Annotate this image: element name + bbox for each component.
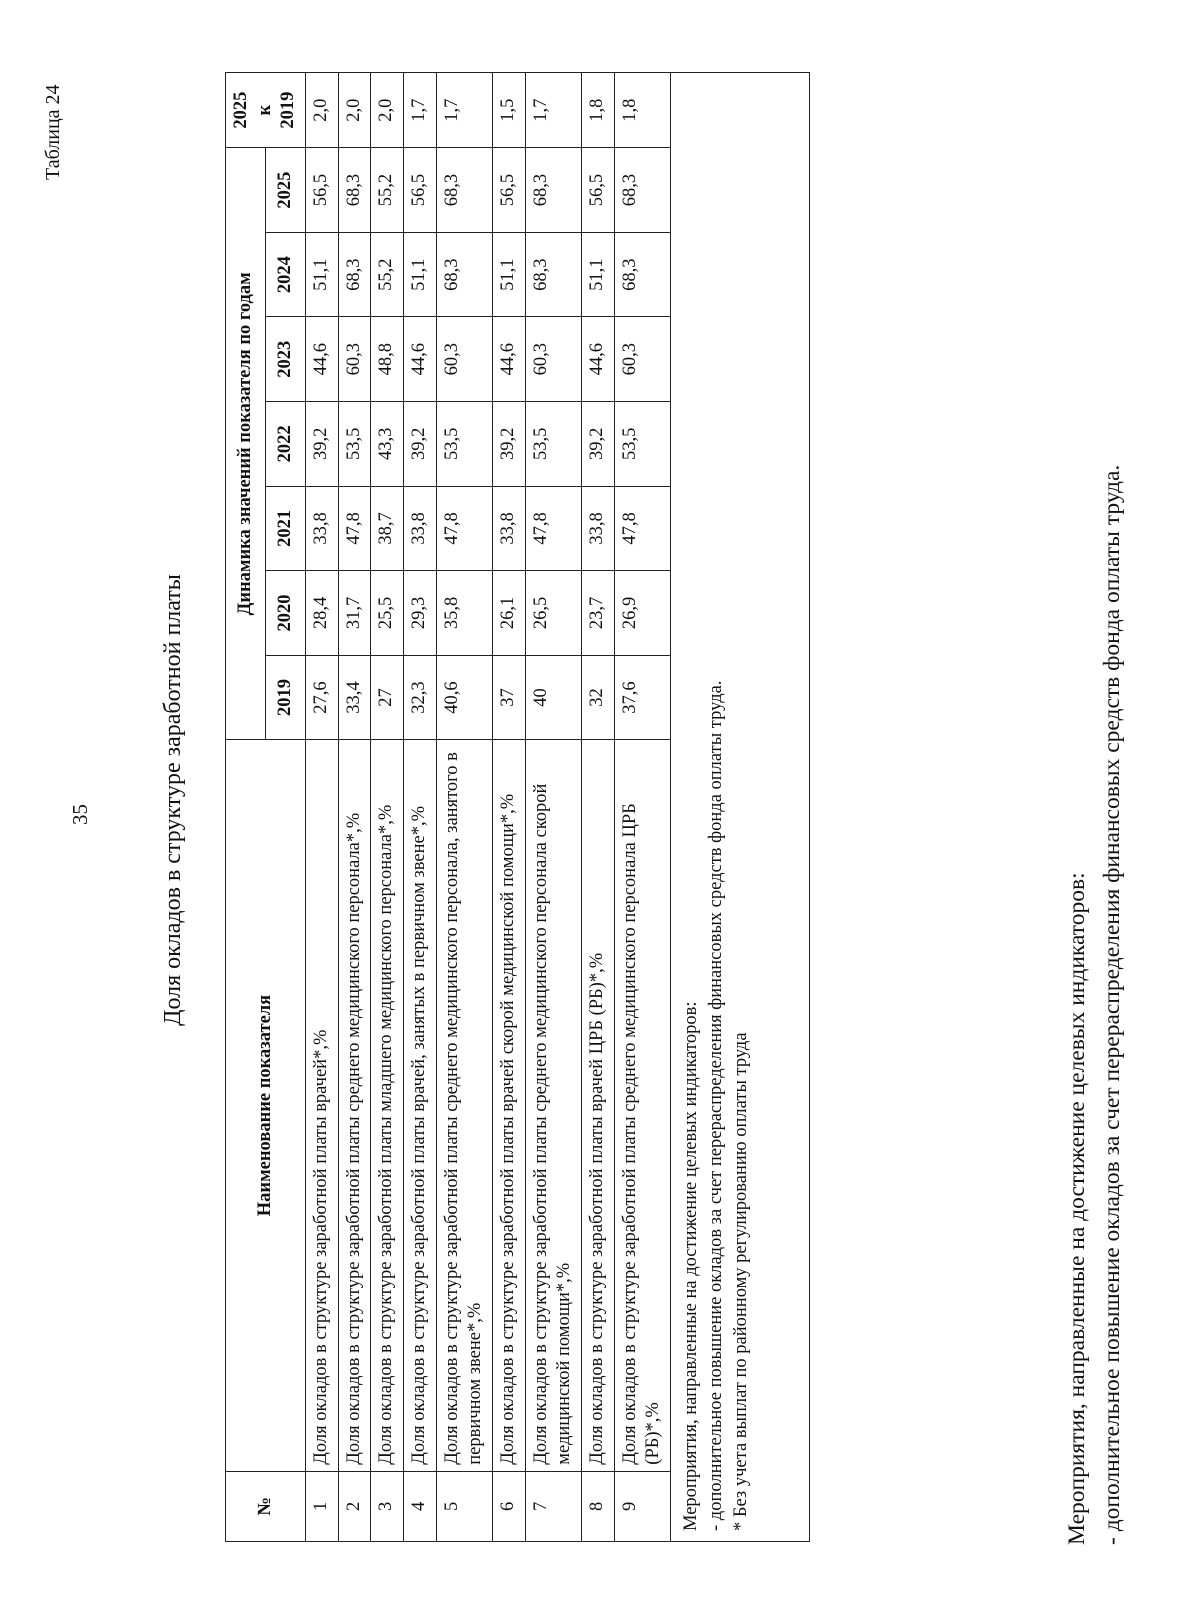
table-row: [371, 73, 404, 1542]
header-ratio: [226, 73, 306, 148]
header-ratio-bottom: 2019: [278, 91, 299, 129]
row-year-value: 27,6: [306, 655, 339, 740]
row-year-value: 56,5: [306, 148, 339, 233]
row-year-value: 51,1: [404, 232, 437, 317]
row-year-value: 26,9: [614, 571, 670, 656]
row-ratio-value: 2,0: [338, 73, 371, 148]
row-year-value: 68,3: [338, 232, 371, 317]
row-year-value: 39,2: [306, 402, 339, 487]
footer-line-1: Мероприятия, направленные на достижение целевых индикаторов:: [1064, 872, 1090, 1545]
row-year-value: 27: [371, 655, 404, 740]
header-ratio-top: 2025: [231, 91, 251, 129]
header-year: 2023: [266, 317, 306, 402]
table-header-row: [226, 73, 266, 1542]
row-year-value: 39,2: [404, 402, 437, 487]
row-year-value: 53,5: [436, 402, 492, 487]
page-number: 35: [68, 804, 92, 825]
row-ratio-value: 1,5: [493, 73, 526, 148]
row-year-value: 44,6: [493, 317, 526, 402]
row-year-value: 35,8: [436, 571, 492, 656]
row-ratio-value: 1,8: [614, 73, 670, 148]
table-row: [614, 73, 670, 1542]
row-indicator-name: Доля окладов в структуре заработной платы младшего медицинского персонала*,%: [371, 740, 404, 1471]
row-year-value: 51,1: [582, 232, 615, 317]
row-year-value: 33,8: [493, 486, 526, 571]
row-indicator-name: Доля окладов в структуре заработной платы среднего медицинского персонала скорой медицинской помощи*,%: [525, 740, 581, 1471]
table-label: Таблица 24: [42, 84, 64, 180]
row-indicator-name: Доля окладов в структуре заработной платы среднего медицинского персонала ЦРБ (РБ)*,%: [614, 740, 670, 1471]
row-year-value: 60,3: [338, 317, 371, 402]
row-number: 2: [338, 1471, 371, 1541]
row-year-value: 47,8: [436, 486, 492, 571]
notes-heading: Мероприятия, направленные на достижение целевых индикаторов:: [681, 1001, 702, 1531]
row-year-value: 44,6: [306, 317, 339, 402]
header-year: 2025: [266, 148, 306, 233]
table-notes: [671, 73, 810, 1542]
row-year-value: 37,6: [614, 655, 670, 740]
row-year-value: 37: [493, 655, 526, 740]
row-year-value: 33,4: [338, 655, 371, 740]
row-year-value: 60,3: [525, 317, 581, 402]
row-number: 7: [525, 1471, 581, 1541]
row-number: 3: [371, 1471, 404, 1541]
row-year-value: 33,8: [582, 486, 615, 571]
row-ratio-value: 2,0: [371, 73, 404, 148]
row-year-value: 56,5: [404, 148, 437, 233]
row-year-value: 38,7: [371, 486, 404, 571]
row-number: 9: [614, 1471, 670, 1541]
row-year-value: 31,7: [338, 571, 371, 656]
table-row: [338, 73, 371, 1542]
header-ratio-mid: к: [254, 104, 275, 116]
row-year-value: 68,3: [614, 232, 670, 317]
row-year-value: 68,3: [338, 148, 371, 233]
row-year-value: 32: [582, 655, 615, 740]
row-year-value: 55,2: [371, 148, 404, 233]
notes-row: [671, 73, 810, 1542]
row-year-value: 44,6: [404, 317, 437, 402]
row-year-value: 44,6: [582, 317, 615, 402]
header-number: №: [226, 1471, 306, 1541]
row-number: 8: [582, 1471, 615, 1541]
row-year-value: 40,6: [436, 655, 492, 740]
row-year-value: 47,8: [614, 486, 670, 571]
row-year-value: 48,8: [371, 317, 404, 402]
row-year-value: 29,3: [404, 571, 437, 656]
table-row: [525, 73, 581, 1542]
row-indicator-name: Доля окладов в структуре заработной платы врачей*,%: [306, 740, 339, 1471]
row-year-value: 40: [525, 655, 581, 740]
row-year-value: 25,5: [371, 571, 404, 656]
row-year-value: 33,8: [404, 486, 437, 571]
table-row: [493, 73, 526, 1542]
row-year-value: 43,3: [371, 402, 404, 487]
header-year: 2020: [266, 571, 306, 656]
row-year-value: 56,5: [493, 148, 526, 233]
row-year-value: 47,8: [525, 486, 581, 571]
row-year-value: 28,4: [306, 571, 339, 656]
row-number: 5: [436, 1471, 492, 1541]
table-row: [404, 73, 437, 1542]
table-row: [306, 73, 339, 1542]
row-year-value: 53,5: [338, 402, 371, 487]
notes-measure: - дополнительное повышение окладов за счет перераспределения финансовых средств фонда оплаты труда.: [706, 680, 727, 1531]
notes-footnote: * Без учета выплат по районному регулированию оплаты труда: [731, 1032, 752, 1531]
row-ratio-value: 2,0: [306, 73, 339, 148]
row-year-value: 53,5: [614, 402, 670, 487]
row-year-value: 33,8: [306, 486, 339, 571]
header-indicator-name: Наименование показателя: [226, 740, 306, 1471]
row-number: 1: [306, 1471, 339, 1541]
row-ratio-value: 1,7: [404, 73, 437, 148]
row-year-value: 51,1: [306, 232, 339, 317]
row-ratio-value: 1,7: [525, 73, 581, 148]
footer-line-2: - дополнительное повышение окладов за счет перераспределения финансовых средств фонда оплаты труда.: [1099, 464, 1126, 1545]
row-year-value: 23,7: [582, 571, 615, 656]
table-row: [436, 73, 492, 1542]
row-number: 6: [493, 1471, 526, 1541]
row-year-value: 68,3: [436, 148, 492, 233]
row-year-value: 68,3: [525, 148, 581, 233]
row-year-value: 56,5: [582, 148, 615, 233]
header-dynamics: Динамика значений показателя по годам: [226, 148, 266, 740]
header-year: 2021: [266, 486, 306, 571]
row-indicator-name: Доля окладов в структуре заработной платы врачей, занятых в первичном звене*,%: [404, 740, 437, 1471]
row-indicator-name: Доля окладов в структуре заработной платы среднего медицинского персонала, занятого в первичном звене*,%: [436, 740, 492, 1471]
row-number: 4: [404, 1471, 437, 1541]
header-year: 2022: [266, 402, 306, 487]
row-indicator-name: Доля окладов в структуре заработной платы врачей ЦРБ (РБ)*,%: [582, 740, 615, 1471]
row-year-value: 26,1: [493, 571, 526, 656]
table-body: [306, 73, 671, 1542]
row-ratio-value: 1,8: [582, 73, 615, 148]
document-title: Доля окладов в структуре заработной платы: [160, 574, 186, 1026]
row-year-value: 55,2: [371, 232, 404, 317]
row-year-value: 68,3: [614, 148, 670, 233]
header-year: 2024: [266, 232, 306, 317]
row-year-value: 68,3: [436, 232, 492, 317]
table-row: [582, 73, 615, 1542]
row-year-value: 53,5: [525, 402, 581, 487]
row-year-value: 68,3: [525, 232, 581, 317]
row-year-value: 26,5: [525, 571, 581, 656]
row-indicator-name: Доля окладов в структуре заработной платы врачей скорой медицинской помощи*,%: [493, 740, 526, 1471]
row-year-value: 51,1: [493, 232, 526, 317]
row-year-value: 39,2: [493, 402, 526, 487]
row-year-value: 60,3: [614, 317, 670, 402]
row-year-value: 60,3: [436, 317, 492, 402]
indicator-table: [225, 72, 810, 1542]
row-year-value: 47,8: [338, 486, 371, 571]
footer-text: [1060, 65, 1131, 1545]
row-year-value: 32,3: [404, 655, 437, 740]
row-indicator-name: Доля окладов в структуре заработной платы среднего медицинского персонала*,%: [338, 740, 371, 1471]
row-ratio-value: 1,7: [436, 73, 492, 148]
row-year-value: 39,2: [582, 402, 615, 487]
header-year: 2019: [266, 655, 306, 740]
